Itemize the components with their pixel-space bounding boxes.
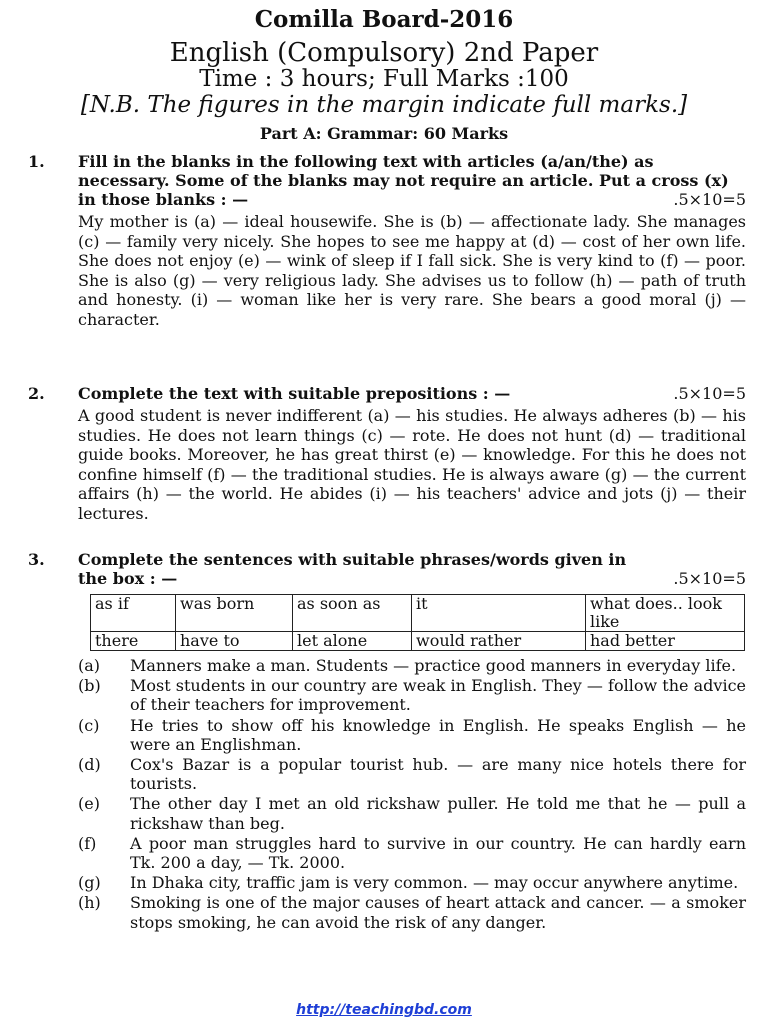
box-cell: let alone xyxy=(293,632,412,651)
question-number: 2. xyxy=(28,384,45,403)
item-label: (d) xyxy=(78,755,101,775)
list-item xyxy=(78,873,746,892)
list-item xyxy=(78,676,746,714)
board-title: Comilla Board-2016 xyxy=(254,6,514,33)
item-label: (a) xyxy=(78,656,101,675)
question-text: A good student is never indifferent (a) — his studies. He always adheres (b) — his studies. He does not learn things (c) — rote. He does not hunt (d) — traditional guide books. Moreover, he has great thirst (e) — knowledge. For this he does not confine himself (f) — the traditional studies. He is always aware (g) — the current affairs (h) — the world. He abides (i) — his teachers' advice and jots (j) — their lectures. xyxy=(78,406,746,523)
phrase-box xyxy=(90,594,745,651)
item-label: (b) xyxy=(78,676,101,696)
box-cell: had better xyxy=(586,632,745,651)
box-cell: would rather xyxy=(412,632,586,651)
question-1 xyxy=(28,152,746,330)
item-text: Cox's Bazar is a popular tourist hub. — are many nice hotels there for tourists. xyxy=(130,755,746,794)
time-marks: Time : 3 hours; Full Marks :100 xyxy=(199,66,569,92)
item-label: (h) xyxy=(78,893,101,913)
list-item xyxy=(78,755,746,793)
item-text: Manners make a man. Students — practice good manners in everyday life. xyxy=(130,656,737,675)
list-item xyxy=(78,834,746,872)
question-3 xyxy=(28,550,746,588)
part-title: Part A: Grammar: 60 Marks xyxy=(259,124,509,143)
question-number: 3. xyxy=(28,550,45,569)
list-item xyxy=(78,893,746,931)
item-text: In Dhaka city, traffic jam is very common. — may occur anywhere anytime. xyxy=(130,873,739,893)
question-heading: Complete the sentences with suitable phrases/words given in the box : — xyxy=(78,550,627,588)
box-cell: have to xyxy=(176,632,293,651)
note: [N.B. The figures in the margin indicate full marks.] xyxy=(80,92,688,118)
item-label: (f) xyxy=(78,833,97,853)
list-item xyxy=(78,794,746,832)
question-marks: .5×10=5 xyxy=(673,384,746,403)
question-marks: .5×10=5 xyxy=(673,569,746,588)
paper-title: English (Compulsory) 2nd Paper xyxy=(169,38,599,68)
box-cell: was born xyxy=(176,595,293,632)
item-label: (c) xyxy=(78,715,100,735)
question-text: My mother is (a) — ideal housewife. She is (b) — affectionate lady. She manages (c) — family very nicely. She hopes to see me happy at (d) — cost of her own life. She does not enjoy (e) — wink of sleep if I fall sick. She is very kind to (f) — poor. She is also (g) — very religious lady. She advises us to follow (h) — path of truth and honesty. (i) — woman like her is very rare. She bears a good moral (j) — character. xyxy=(78,212,746,329)
item-text: A poor man struggles hard to survive in our country. He can hardly earn Tk. 200 a day, — Tk. 2000. xyxy=(130,833,746,873)
question-number: 1. xyxy=(28,152,45,171)
item-label: (g) xyxy=(78,873,101,893)
box-cell: what does.. look like xyxy=(586,595,745,632)
footer-link[interactable]: http://teachingbd.com xyxy=(296,1002,472,1018)
question-heading: Complete the text with suitable prepositions : — xyxy=(78,384,511,403)
list-item xyxy=(78,716,746,754)
box-cell: there xyxy=(91,632,176,651)
box-cell: it xyxy=(412,595,586,632)
item-text: Smoking is one of the major causes of heart attack and cancer. — a smoker stops smoking, he can avoid the risk of any danger. xyxy=(130,893,746,932)
question-3-items xyxy=(78,656,746,933)
item-label: (e) xyxy=(78,794,100,814)
item-text: Most students in our country are weak in English. They — follow the advice of their teachers for improvement. xyxy=(130,676,746,715)
question-2 xyxy=(28,384,746,524)
box-row xyxy=(91,632,745,651)
box-cell: as if xyxy=(91,595,176,632)
box-cell: as soon as xyxy=(293,595,412,632)
item-text: The other day I met an old rickshaw puller. He told me that he — pull a rickshaw than beg. xyxy=(130,794,746,833)
question-marks: .5×10=5 xyxy=(673,190,746,209)
list-item xyxy=(78,656,746,675)
box-row xyxy=(91,595,745,632)
item-text: He tries to show off his knowledge in English. He speaks English — he were an Englishman. xyxy=(130,715,746,754)
question-heading: Fill in the blanks in the following text with articles (a/an/the) as necessary. Some of the blanks may not require an article. Put a cross (x) in those blanks : — xyxy=(78,152,729,209)
